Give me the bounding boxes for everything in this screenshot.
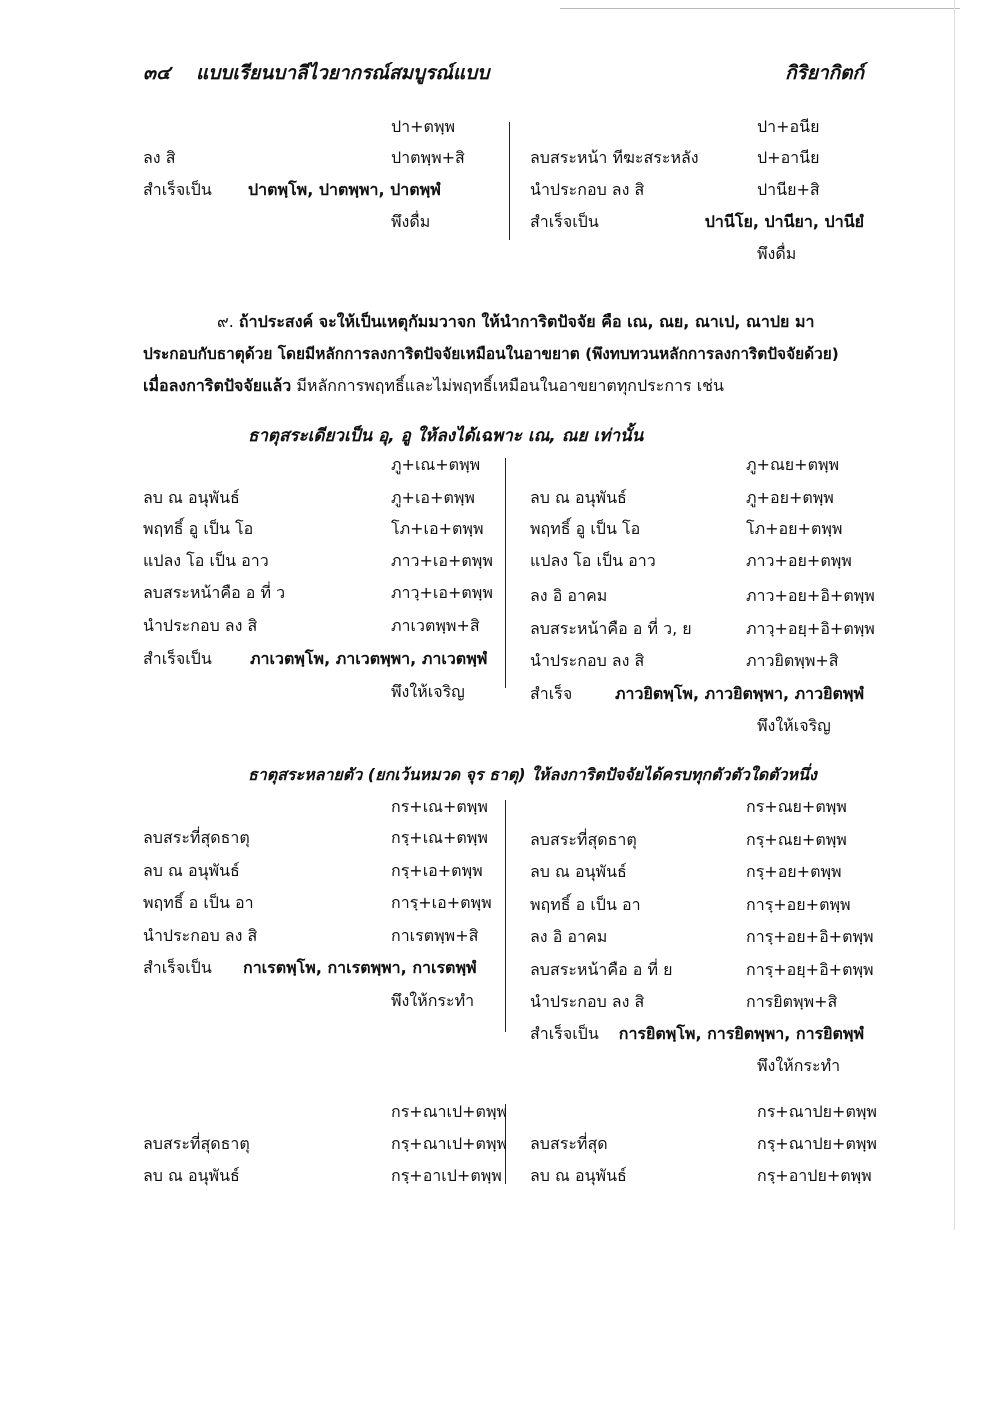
derivation-result: ภาเวตพฺโพ, ภาเวตพฺพา, ภาเวตพฺพํ [250,649,488,668]
derivation-step: สำเร็จเป็น [143,958,212,977]
book-title: แบบเรียนบาลีไวยากรณ์สมบูรณ์แบบ [196,62,490,84]
derivation-step: ลง อิ อาคม [530,586,608,605]
derivation-step: พฤทธิ์ อู เป็น โอ [530,519,641,538]
derivation-value: กร+ณาเป+ตพฺพ [391,1102,508,1121]
paragraph-line: ประกอบกับธาตุด้วย โดยมีหลักการลงการิตปัจจัยเหมือนในอาขยาต (พึงทบทวนหลักการลงการิตปัจจัยด้วย) [143,345,839,363]
derivation-step: พฤทธิ์ อ เป็น อา [530,895,641,914]
derivation-value: ภู+เณ+ตพฺพ [391,455,481,474]
derivation-value: การยิตพฺพ+สิ [746,992,838,1011]
derivation-step: แปลง โอ เป็น อาว [530,551,656,570]
derivation-step: แปลง โอ เป็น อาว [143,551,269,570]
page-number: ๓๔ [143,62,171,84]
derivation-value: ปานีย+สิ [757,180,820,199]
derivation-step: ลบสระที่สุดธาตุ [143,1134,250,1153]
derivation-result: ปานีโย, ปานียา, ปานียํ [704,212,864,231]
derivation-step: สำเร็จเป็น [143,180,212,199]
derivation-value: กร+ณย+ตพฺพ [746,797,847,816]
meaning: พึงให้เจริญ [391,682,465,701]
meaning: พึงดื่ม [391,212,431,231]
derivation-value: กรฺ+อาปย+ตพฺพ [757,1166,872,1185]
derivation-value: ภาเวตพฺพ+สิ [391,616,480,635]
derivation-value: กร+เณ+ตพฺพ [391,797,488,816]
derivation-result: กาเรตพฺโพ, กาเรตพฺพา, กาเรตพฺพํ [243,958,477,977]
derivation-result: ภาวยิตพฺโพ, ภาวยิตพฺพา, ภาวยิตพฺพํ [615,684,864,703]
derivation-step: ลบสระที่สุดธาตุ [530,830,637,849]
block-heading: ธาตุสระหลายตัว (ยกเว้นหมวด จุร ธาตุ) ให้ลงการิตปัจจัยได้ครบทุกตัวตัวใดตัวหนึ่ง [248,765,817,784]
derivation-value: กรฺ+ณย+ตพฺพ [746,830,847,849]
derivation-step: นำประกอบ ลง สิ [530,180,645,199]
block-heading: ธาตุสระเดียวเป็น อุ, อู ให้ลงได้เฉพาะ เณ, ณย เท่านั้น [248,426,644,446]
derivation-step: ลบ ณ อนุพันธ์ [143,1166,240,1185]
derivation-value: ภาวฺ+อยฺ+อิ+ตพฺพ [746,619,875,638]
derivation-step: สำเร็จ [530,684,573,703]
derivation-value: ป+อานีย [757,148,820,167]
derivation-step: ลบสระหน้าคือ อ ที่ ว [143,583,286,602]
derivation-value: ภาวฺ+เอ+ตพฺพ [391,583,493,602]
derivation-value: กร+ณาปย+ตพฺพ [757,1102,877,1121]
derivation-value: ภู+เอ+ตพฺพ [391,488,475,507]
derivation-step: พฤทธิ์ อู เป็น โอ [143,519,254,538]
column-divider [505,800,506,1032]
derivation-step: ลบสระหน้า ทีฆะสระหลัง [530,148,699,167]
derivation-step: นำประกอบ ลง สิ [530,992,645,1011]
derivation-step: สำเร็จเป็น [530,212,599,231]
derivation-value: ภู+อย+ตพฺพ [746,488,834,507]
derivation-value: การฺ+อยฺ+อิ+ตพฺพ [746,960,874,979]
derivation-value: กาเรตพฺพ+สิ [391,926,479,945]
derivation-step: ลบ ณ อนุพันธ์ [530,488,627,507]
derivation-result: การยิตพฺโพ, การยิตพฺพา, การยิตพฺพํ [618,1024,864,1043]
derivation-step: สำเร็จเป็น [143,649,212,668]
scan-edge-line [560,8,960,9]
meaning: พึงให้กระทำ [391,991,475,1010]
derivation-step: นำประกอบ ลง สิ [530,651,645,670]
derivation-value: ภาว+เอ+ตพฺพ [391,551,493,570]
derivation-value: การฺ+อย+ตพฺพ [746,895,851,914]
section-title: กิริยากิตก์ [785,62,864,84]
derivation-result: ปาตพฺโพ, ปาตพฺพา, ปาตพฺพํ [248,180,441,199]
derivation-value: ภาว+อย+อิ+ตพฺพ [746,586,875,605]
paragraph-9 [143,306,865,402]
derivation-step: ลบสระหน้าคือ อ ที่ ว, ย [530,619,692,638]
derivation-value: กรฺ+ณาปย+ตพฺพ [757,1134,877,1153]
derivation-value: กรฺ+ณาเป+ตพฺพ [391,1134,508,1153]
derivation-step: ลบสระที่สุด [530,1134,608,1153]
derivation-step: ลบ ณ อนุพันธ์ [530,862,627,881]
derivation-value: ปาตพฺพ+สิ [391,148,465,167]
derivation-value: ปา+ตพฺพ [391,117,456,136]
derivation-step: ลบ ณ อนุพันธ์ [530,1166,627,1185]
derivation-value: การฺ+อย+อิ+ตพฺพ [746,927,874,946]
derivation-value: การฺ+เอ+ตพฺพ [391,893,492,912]
meaning: พึงให้กระทำ [757,1056,841,1075]
derivation-step: ลบ ณ อนุพันธ์ [143,488,240,507]
meaning: พึงให้เจริญ [757,716,831,735]
derivation-value: โภ+เอ+ตพฺพ [391,519,484,538]
derivation-step: นำประกอบ ลง สิ [143,926,258,945]
derivation-step: ลง อิ อาคม [530,927,608,946]
derivation-step: ลบสระหน้าคือ อ ที่ ย [530,960,673,979]
paragraph-line: เมื่อลงการิตปัจจัยแล้ว [143,376,292,395]
derivation-value: โภ+อย+ตพฺพ [746,519,843,538]
derivation-value: ปา+อนีย [757,117,820,136]
derivation-step: พฤทธิ์ อ เป็น อา [143,893,254,912]
derivation-step: ลบ ณ อนุพันธ์ [143,861,240,880]
paragraph-line: ถ้าประสงค์ จะให้เป็นเหตุกัมมวาจก ให้นำการิตปัจจัย คือ เณ, ณย, ณาเป, ณาปย มา [238,312,815,331]
derivation-value: ภาว+อย+ตพฺพ [746,551,852,570]
derivation-step: ลง สิ [143,148,176,167]
derivation-value: ภาวยิตพฺพ+สิ [746,651,839,670]
derivation-step: สำเร็จเป็น [530,1024,599,1043]
paragraph-line: มีหลักการพฤทธิ์และไม่พฤทธิ์เหมือนในอาขยาตทุกประการ เช่น [291,376,724,395]
column-divider [509,122,510,240]
column-divider [505,458,506,688]
paragraph-number: ๙. [217,312,234,331]
meaning: พึงดื่ม [757,244,797,263]
scan-edge-line [954,0,955,1230]
derivation-value: กรฺ+เอ+ตพฺพ [391,861,483,880]
derivation-value: กรฺ+อาเป+ตพฺพ [391,1166,502,1185]
derivation-value: กรฺ+เณ+ตพฺพ [391,828,488,847]
derivation-value: ภู+ณย+ตพฺพ [746,455,840,474]
derivation-value: กรฺ+อย+ตพฺพ [746,862,842,881]
derivation-step: ลบสระที่สุดธาตุ [143,828,250,847]
derivation-step: นำประกอบ ลง สิ [143,616,258,635]
